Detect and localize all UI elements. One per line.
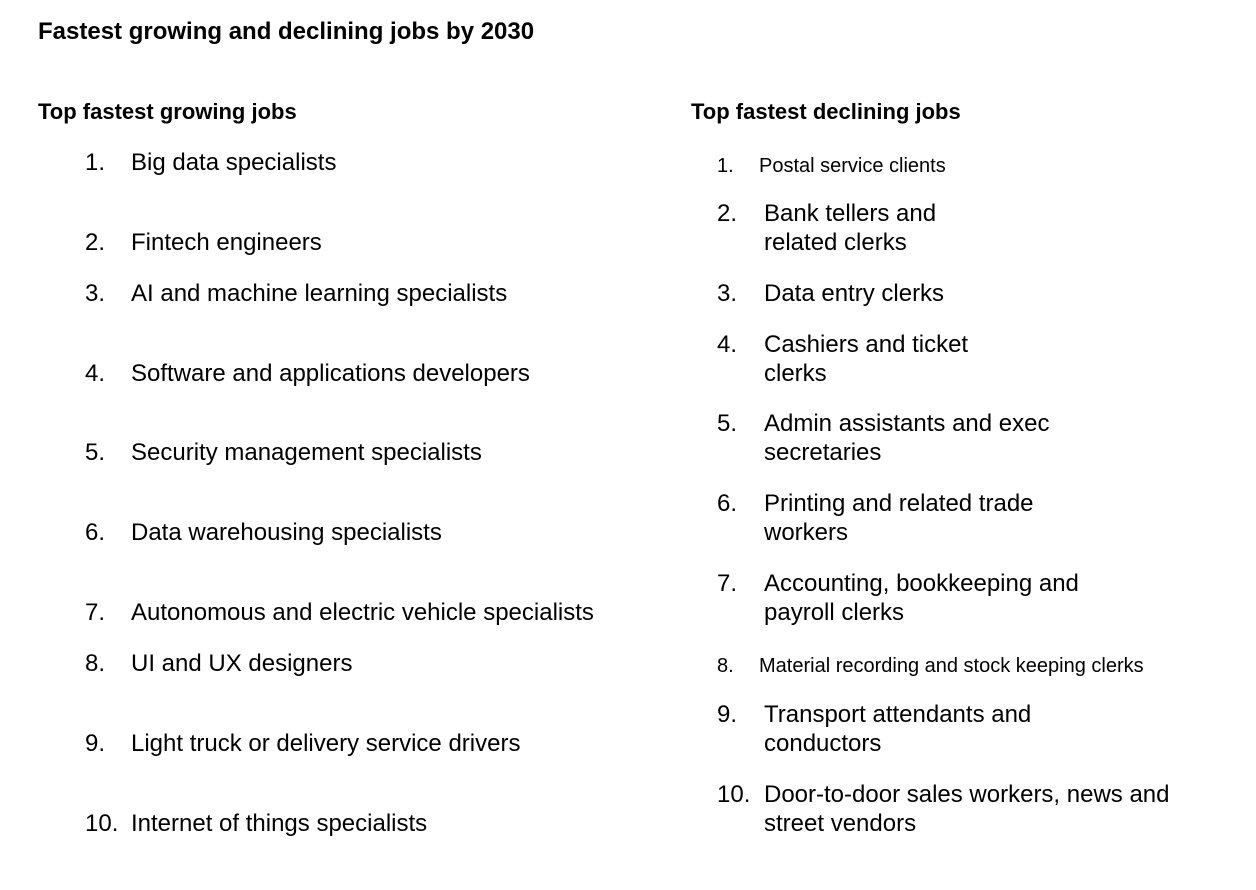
item-number: 8.: [717, 655, 734, 677]
item-text: Data warehousing specialists: [131, 519, 442, 546]
item-text-line2: conductors: [764, 730, 882, 757]
item-text: Software and applications developers: [131, 360, 530, 387]
item-text-line2: street vendors: [764, 810, 917, 837]
item-text: Big data specialists: [131, 149, 337, 176]
item-text: Autonomous and electric vehicle specialists: [131, 599, 594, 626]
item-text-line1: Transport attendants and: [764, 701, 1032, 728]
item-text: UI and UX designers: [131, 650, 353, 677]
item-text-line1: Cashiers and ticket: [764, 331, 969, 358]
item-number: 4.: [85, 360, 106, 387]
item-number: 5.: [85, 439, 106, 466]
item-text: Postal service clients: [759, 155, 946, 177]
page-title: Fastest growing and declining jobs by 2030: [38, 18, 535, 45]
item-number: 7.: [717, 570, 738, 597]
item-number: 9.: [717, 701, 738, 728]
item-number: 3.: [717, 280, 738, 307]
item-text-line2: related clerks: [764, 229, 907, 256]
item-number: 3.: [85, 280, 106, 307]
item-text: Fintech engineers: [131, 229, 322, 256]
growing-jobs-heading: Top fastest growing jobs: [38, 99, 297, 124]
item-text: Light truck or delivery service drivers: [131, 730, 521, 757]
item-text-line1: Printing and related trade: [764, 490, 1034, 517]
item-text-line2: secretaries: [764, 439, 882, 466]
item-text: [764, 199, 936, 257]
item-number: 1.: [85, 149, 106, 176]
item-text-line2: workers: [764, 519, 849, 546]
item-text: AI and machine learning specialists: [131, 280, 508, 307]
item-number: 10.: [717, 781, 751, 808]
item-text: Internet of things specialists: [131, 810, 428, 837]
item-number: 6.: [717, 490, 738, 517]
item-number: 2.: [85, 229, 106, 256]
item-number: 8.: [85, 650, 106, 677]
item-text: [764, 780, 1170, 838]
item-number: 5.: [717, 410, 738, 437]
item-text: [764, 330, 968, 388]
item-text-line1: Door-to-door sales workers, news and: [764, 781, 1170, 808]
item-text: [764, 569, 1079, 627]
item-text-line2: clerks: [764, 360, 827, 387]
item-text-line1: Accounting, bookkeeping and: [764, 570, 1079, 597]
item-number: 4.: [717, 331, 738, 358]
item-text: [764, 700, 1031, 758]
item-text-line1: Admin assistants and exec: [764, 410, 1050, 437]
item-text-line2: payroll clerks: [764, 599, 905, 626]
item-text: [764, 409, 1049, 467]
item-number: 9.: [85, 730, 106, 757]
item-number: 1.: [717, 155, 734, 177]
item-text: Data entry clerks: [764, 280, 945, 307]
item-text-line1: Bank tellers and: [764, 200, 937, 227]
item-number: 10.: [85, 810, 119, 837]
item-number: 6.: [85, 519, 106, 546]
item-text: [764, 489, 1034, 547]
item-number: 7.: [85, 599, 106, 626]
declining-jobs-heading: Top fastest declining jobs: [691, 99, 961, 124]
item-text: Material recording and stock keeping clerks: [759, 655, 1144, 677]
item-text: Security management specialists: [131, 439, 482, 466]
item-number: 2.: [717, 200, 738, 227]
